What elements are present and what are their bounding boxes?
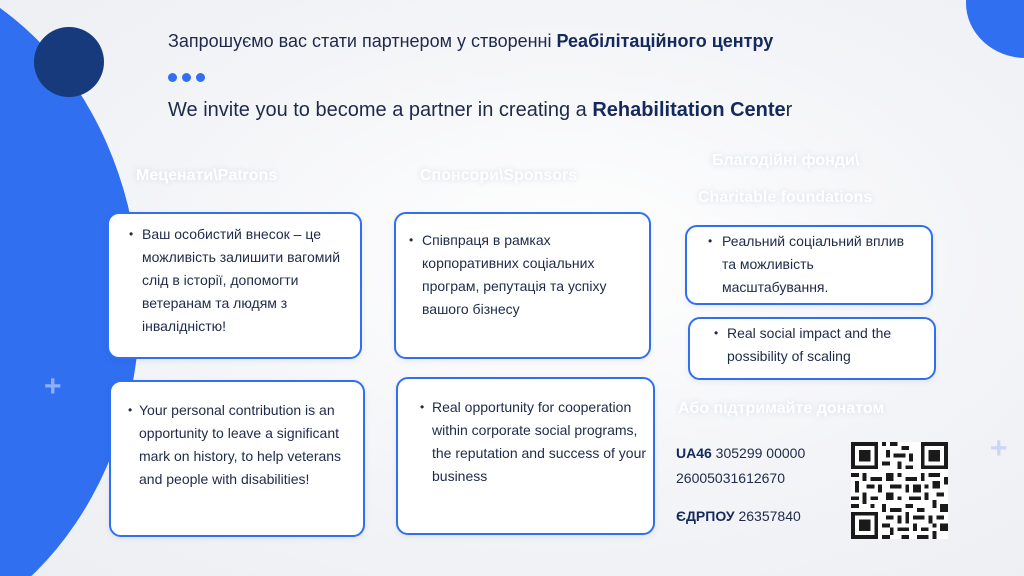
card-text: Real social impact and the possibility of scaling (727, 325, 892, 364)
plus-icon: + (990, 432, 1008, 465)
patrons-card-en (109, 380, 365, 537)
qr-code-icon (851, 442, 948, 539)
title-ua-text: Запрошуємо вас стати партнером у створенні (168, 31, 557, 51)
charity-card-en (688, 317, 936, 380)
edrpou-line (676, 508, 801, 524)
iban-line2: 26005031612670 (676, 470, 786, 486)
card-text: Your personal contribution is an opportunity to leave a significant mark on history, to help veterans and people with disabilities! (139, 402, 342, 487)
bullet-icon: • (409, 233, 414, 247)
title-ua-bold: Реабілітаційного центру (556, 31, 774, 51)
edrpou-value: 26357840 (734, 508, 801, 524)
sponsors-card-en (396, 377, 655, 535)
card-text: Реальний соціальний вплив та можливість масштабування. (722, 233, 905, 295)
charity-heading-line2: Charitable foundations (698, 189, 873, 206)
title-ukrainian (168, 31, 773, 52)
dots-divider (168, 73, 205, 82)
patrons-heading: Меценати\Patrons (136, 167, 278, 184)
sponsors-heading: Спонсори\Sponsors (420, 167, 578, 184)
title-en-text: We invite you to become a partner in creating a (168, 99, 593, 121)
edrpou-label: ЄДРПОУ (676, 508, 735, 524)
title-en-suffix: r (785, 99, 793, 121)
patrons-card-ua (107, 212, 362, 359)
iban-line1 (676, 445, 805, 461)
bullet-icon: • (129, 227, 134, 241)
bullet-icon: • (708, 234, 713, 248)
title-en-bold: Rehabilitation Cente (592, 99, 786, 121)
charity-card-ua (685, 225, 933, 305)
bullet-icon: • (420, 400, 425, 414)
iban-label: UA46 (676, 445, 712, 461)
decorative-navy-circle (34, 27, 104, 97)
plus-icon: + (44, 370, 62, 403)
card-text: Ваш особистий внесок – це можливість залишити вагомий слід в історії, допомогти ветеранам та людям з інвалідністю! (142, 226, 341, 334)
card-text: Співпраця в рамках корпоративних соціальних програм, репутація та успіху вашого бізнесу (422, 232, 607, 317)
card-text: Real opportunity for cooperation within corporate social programs, the reputation and success of your business (432, 399, 647, 484)
donate-heading: Або підтримайте донатом (678, 400, 885, 417)
title-english (168, 99, 792, 122)
iban-value-1: 305299 00000 (711, 445, 806, 461)
charity-heading-line1: Благодійні фонди\ (712, 152, 860, 169)
bullet-icon: • (128, 403, 133, 417)
sponsors-card-ua (394, 212, 651, 359)
bullet-icon: • (714, 326, 719, 340)
